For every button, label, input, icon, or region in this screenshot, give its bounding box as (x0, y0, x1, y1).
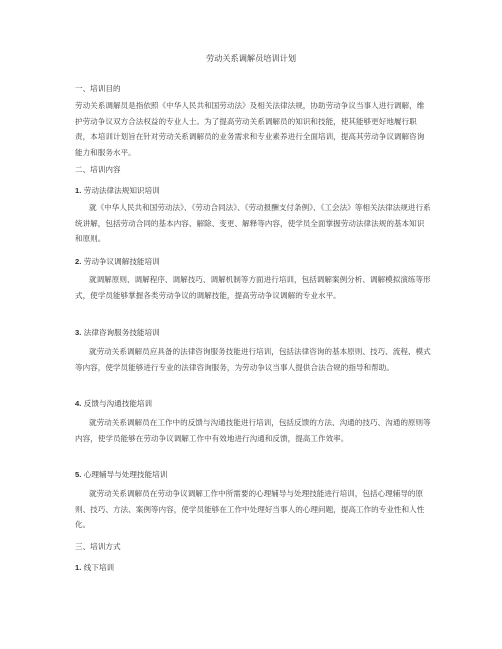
item-paragraph-5: 就劳动关系调解员在劳动争议调解工作中所需要的心理辅导与处理技能进行培训，包括心理辅导的原则、技巧、方法、案例等内容，使学员能够在工作中处理好当事人的心理问题，提高工作的专业性和人性化。 (75, 489, 425, 530)
item-title: 劳动争议调解技能培训 (83, 257, 160, 266)
item-number: 3. (75, 328, 82, 337)
item-heading-5 (75, 469, 167, 480)
section-heading-content: 二、培训内容 (75, 165, 121, 174)
item-heading-3 (75, 327, 160, 338)
item-title: 法律咨询服务技能培训 (83, 328, 160, 337)
item-heading-2 (75, 256, 160, 267)
item-paragraph-3: 就劳动关系调解员应具备的法律咨询服务技能进行培训，包括法律咨询的基本原则、技巧、流程、模式等内容，使学员能够进行专业的法律咨询服务，为劳动争议当事人提供合法合规的指导和帮助。 (75, 347, 431, 372)
item-number: 1. (75, 186, 82, 195)
section-heading-purpose: 一、培训目的 (75, 84, 121, 93)
document-title: 劳动关系调解员培训计划 (205, 53, 297, 63)
item-number: 5. (75, 470, 82, 479)
purpose-paragraph: 劳动关系调解员是指依照《中华人民共和国劳动法》及相关法律法规，协助劳动争议当事人进行调解，维护劳动争议双方合法权益的专业人士。为了提高劳动关系调解员的知识和技能，使其能够更好地履行职责，本培训计划旨在针对劳动关系调解员的业务需求和专业素养进行全面培训，提高其劳动争议调解咨询能力和服务水平。 (75, 101, 425, 157)
item-number: 4. (75, 399, 82, 408)
item-heading-offline (75, 562, 114, 573)
item-heading-1 (75, 185, 160, 196)
item-title: 劳动法律法规知识培训 (83, 186, 160, 195)
item-title: 线下培训 (83, 563, 115, 572)
item-paragraph-1: 就《中华人民共和国劳动法》、《劳动合同法》、《劳动报酬支付条例》、《工会法》等相关法律法规进行系统讲解，包括劳动合同的基本内容、解除、变更、解释等内容，使学员全面掌握劳动法律法规的基本知识和原则。 (75, 203, 431, 244)
item-number: 1. (75, 563, 82, 572)
item-paragraph-4: 就劳动关系调解员在工作中的反馈与沟通技能进行培训，包括反馈的方法、沟通的技巧、沟通的原则等内容，使学员能够在劳动争议调解工作中有效地进行沟通和反馈，提高工作效率。 (75, 418, 431, 443)
item-title: 心理辅导与处理技能培训 (83, 470, 168, 479)
item-title: 反馈与沟通技能培训 (83, 399, 153, 408)
item-number: 2. (75, 257, 82, 266)
item-heading-4 (75, 398, 152, 409)
item-paragraph-2: 就调解原则、调解程序、调解技巧、调解机制等方面进行培训，包括调解案例分析、调解模拟演练等形式，使学员能够掌握各类劳动争议的调解技能，提高劳动争议调解的专业水平。 (75, 275, 431, 300)
section-heading-method: 三、培训方式 (75, 542, 121, 551)
